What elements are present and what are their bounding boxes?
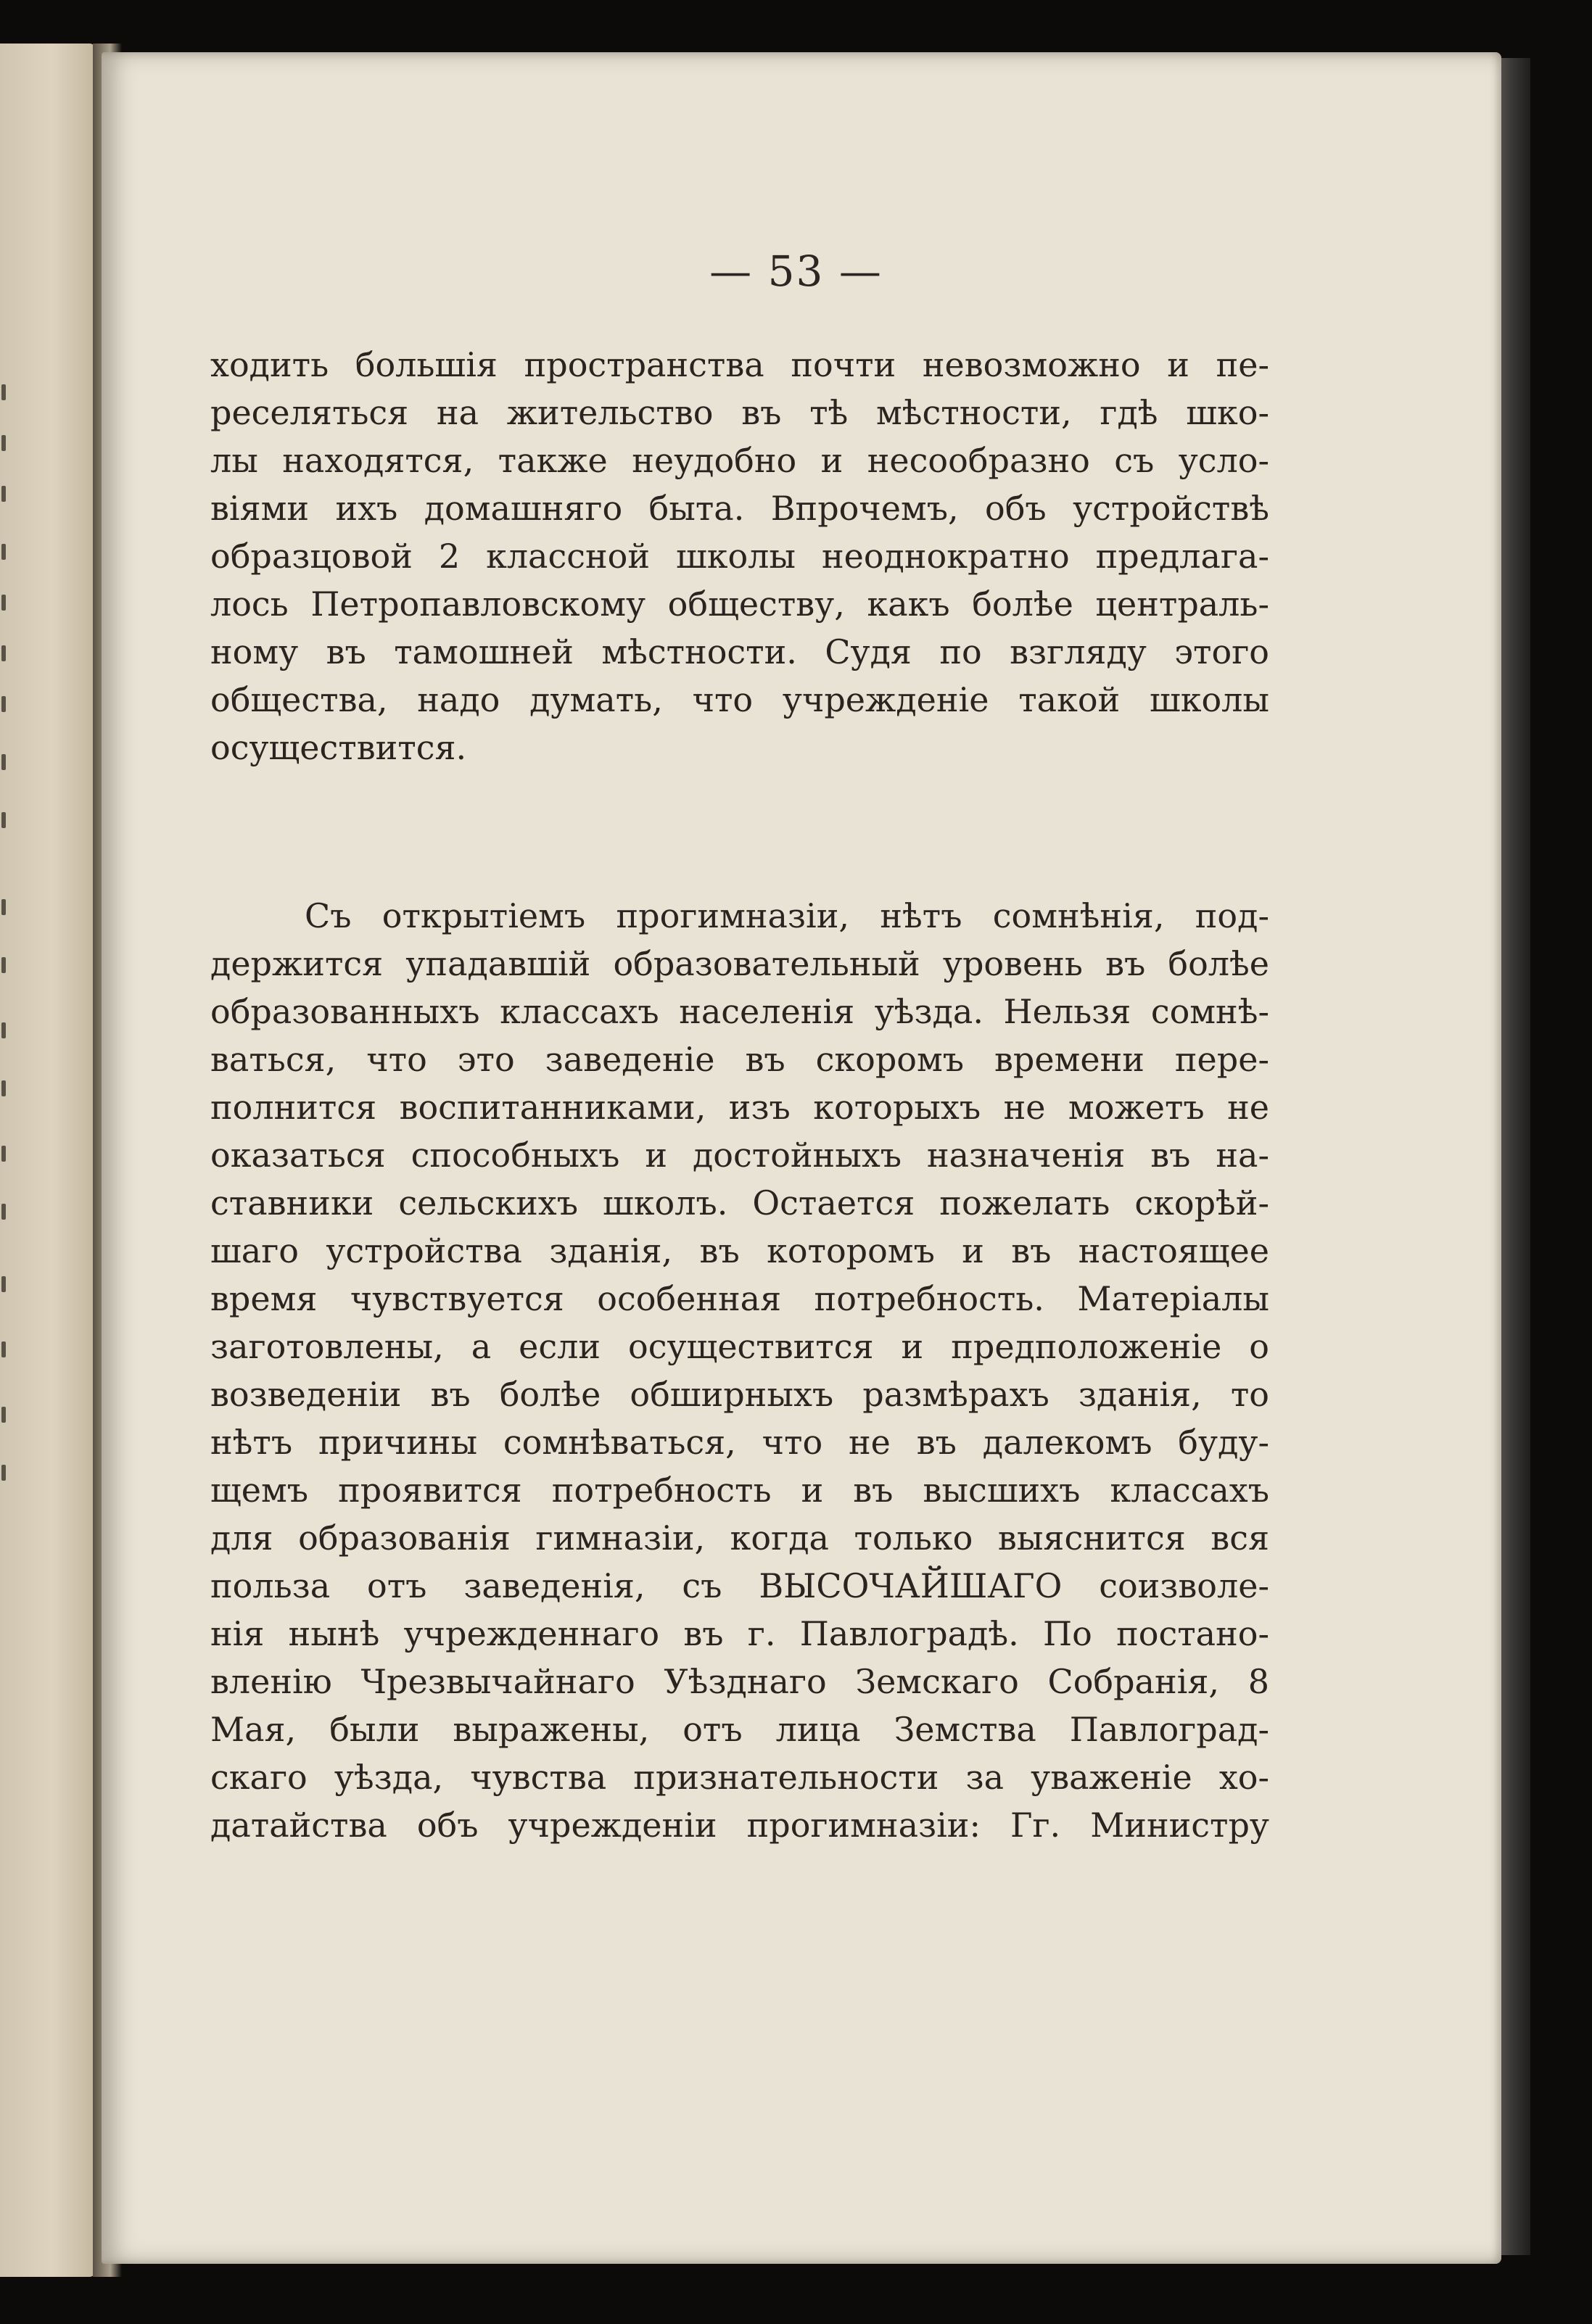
left-page-glyph-fragment <box>1 645 6 661</box>
left-page-glyph-fragment <box>1 1407 6 1423</box>
text-line: время чувствуется особенная потребность. Матеріалы <box>210 1279 1269 1318</box>
text-line: віями ихъ домашняго быта. Впрочемъ, объ устройствѣ <box>210 489 1269 528</box>
text-line: общества, надо думать, что учрежденіе такой школы <box>210 680 1269 719</box>
left-page-glyph-fragment <box>1 754 6 770</box>
left-page-glyph-fragment <box>1 957 6 973</box>
text-line: лось Петропавловскому обществу, какъ болѣе централь- <box>210 584 1269 624</box>
text-line: ставники сельскихъ школъ. Остается пожелать скорѣй- <box>210 1183 1269 1223</box>
left-page-glyph-fragment <box>1 486 6 502</box>
text-line: ваться, что это заведеніе въ скоромъ времени пере- <box>210 1040 1269 1079</box>
left-page-glyph-fragment <box>1 595 6 611</box>
text-line: вленію Чрезвычайнаго Уѣзднаго Земскаго Собранія, 8 <box>210 1662 1269 1701</box>
left-page-glyph-fragment <box>1 1022 6 1038</box>
page-number: — 53 — <box>709 247 883 296</box>
text-line: польза отъ заведенія, съ ВЫСОЧАЙШАГО соизволе- <box>210 1566 1269 1605</box>
text-line: осуществится. <box>210 728 467 767</box>
text-line: скаго уѣзда, чувства признательности за уваженіе хо- <box>210 1758 1269 1797</box>
text-line: Съ открытіемъ прогимназіи, нѣтъ сомнѣнія, под- <box>305 896 1269 935</box>
left-page-glyph-fragment <box>1 1465 6 1481</box>
text-line: лы находятся, также неудобно и несообразно съ усло- <box>210 441 1269 480</box>
text-line: ному въ тамошней мѣстности. Судя по взгляду этого <box>210 632 1269 671</box>
text-line: возведеніи въ болѣе обширныхъ размѣрахъ зданія, то <box>210 1375 1269 1414</box>
text-line: нія нынѣ учрежденнаго въ г. Павлоградѣ. По постано- <box>210 1614 1269 1653</box>
text-line: полнится воспитанниками, изъ которыхъ не можетъ не <box>210 1088 1269 1127</box>
left-page-glyph-fragment <box>1 1080 6 1096</box>
text-line: ходить большія пространства почти невозможно и пе- <box>210 345 1269 384</box>
left-page-glyph-fragment <box>1 696 6 712</box>
left-page-glyph-fragment <box>1 384 6 400</box>
text-line: оказаться способныхъ и достойныхъ назначенія въ на- <box>210 1136 1269 1175</box>
text-line: датайства объ учрежденіи прогимназіи: Гг. Министру <box>210 1806 1269 1845</box>
left-page-glyph-fragment <box>1 1341 6 1357</box>
left-page-glyph-fragment <box>1 544 6 560</box>
left-page-glyph-fragment <box>1 1146 6 1162</box>
text-line: образованныхъ классахъ населенія уѣзда. Нельзя сомнѣ- <box>210 992 1269 1031</box>
left-page-glyph-fragment <box>1 812 6 828</box>
left-page-glyph-fragment <box>1 435 6 451</box>
text-line: шаго устройства зданія, въ которомъ и въ настоящее <box>210 1231 1269 1270</box>
text-line: для образованія гимназіи, когда только выяснится вся <box>210 1518 1269 1558</box>
text-line: нѣтъ причины сомнѣваться, что не въ далекомъ буду- <box>210 1423 1269 1462</box>
text-line: реселяться на жительство въ тѣ мѣстности, гдѣ шко- <box>210 393 1269 432</box>
left-page-glyph-fragment <box>1 1204 6 1220</box>
text-line: щемъ проявится потребность и въ высшихъ классахъ <box>210 1471 1269 1510</box>
left-page-glyph-fragment <box>1 1276 6 1292</box>
text-line: образцовой 2 классной школы неоднократно предлага- <box>210 537 1269 576</box>
text-line: Мая, были выражены, отъ лица Земства Павлоград- <box>210 1710 1269 1749</box>
left-page-glyph-fragment <box>1 899 6 915</box>
text-line: держится упадавшій образовательный уровень въ болѣе <box>210 944 1269 983</box>
left-page-edge <box>0 44 94 2277</box>
text-line: заготовлены, а если осуществится и предположеніе о <box>210 1327 1269 1366</box>
